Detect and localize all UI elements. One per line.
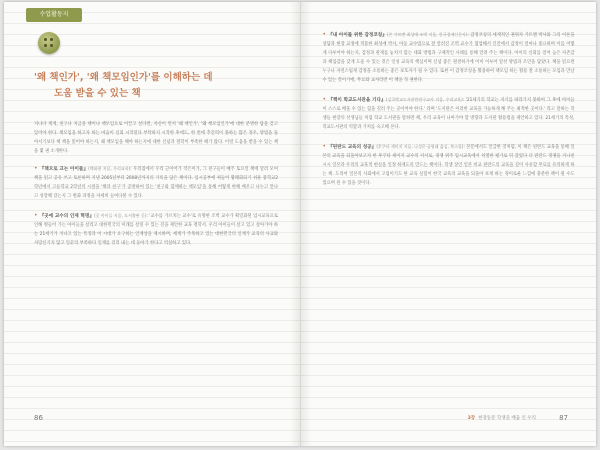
- intro-paragraph: 지나다 계계, 친구나 지금을 책이나 책모임으로 이끌고 싶다면, 자신이 먼저 '왜 책인가', '왜 책모임인가'에 대한 분명한 답을 갖고 있어야 한다. 책모임을 하고자 하는 마음이 신뢰 시작된다 부탁하지 시작한 후에도, 한 번에 추진력이 못하는 많은 경우, 방법을 돌아서기보다 책 책을 읽어야 하는지, 왜 책모임을 해야 하는지에 대한 신념과 철학이 부족한 때가 많다. 이럴 도움을 받을 수 있는 책을 몇 권 소개한다.: [34, 122, 278, 154]
- left-page: [4, 2, 301, 446]
- book-description: : '21세기의 학교는 자기를 따라가지 못하여 그 후에 아이들이 스스로 배울 수 있는 힘을 길러 주는 곳이어야 한다.' 라며 '도서관은 이러한 교육을 가능하게 해 주는 최적한 곳이다.' 라고 말하는 학생들 현장의 선생님들 처럼 학교 도서관을 말하면 책, 우리 교육이 나아가야 할 방향과 도서관 활용법을 제안하고 있다. 21세기의 특성, 학교도서관의 역할과 가치를 숙고해 본다.: [322, 98, 575, 130]
- book-title: 『내 아이를 위한 감정코칭』: [328, 33, 387, 38]
- chapter-label: 3장: [467, 416, 476, 421]
- book-entry: [323, 30, 575, 85]
- right-page: [301, 2, 597, 446]
- left-column: [34, 120, 278, 258]
- page-number: 87: [559, 414, 568, 422]
- button-icon: [38, 32, 60, 54]
- book-meta: (김곡박교도서관만연구교사 지음, 우리교육): [385, 97, 463, 102]
- book-meta: (백화현 지음, 우리교육): [88, 166, 131, 171]
- book-entry: [323, 142, 575, 188]
- bullet-icon: •: [322, 31, 327, 38]
- bullet-icon: •: [34, 212, 38, 219]
- book-title: 『곳에 교수의 인재 혁명』: [39, 214, 95, 219]
- book-meta: (곳 아이들 지음, 도서출판 곳): [94, 213, 147, 218]
- heading-line-1: '왜 책인가', '왜 책모임인가'를 이해하는 데: [34, 72, 213, 83]
- chapter-title: 현장동문 학생을 배움 인 우리: [478, 416, 536, 421]
- gutter-shadow: [290, 2, 300, 446]
- book-meta: (존 가트맨·최성애·조벽 지음, 한국경제신문사): [386, 32, 468, 37]
- bullet-icon: •: [322, 143, 327, 150]
- section-heading: [34, 70, 284, 102]
- book-title: 『핵이 학교도서관을 기다』: [328, 98, 386, 103]
- book-description: : 감정코칭의 세계적인 권위자 가트맨 박사와 그의 이론을 상담과 현장 교정에 적용한 최성애 박사, 아동 교수법으로 잘 알려진 조벽 교수가 협업해서 인간에서 감정이 얼마나 중요하며 이를 어떻게 다루어야 하는지, 감정과 관계를 놓치지 않는 대화 방법과 구체적인 사례를 통해 알려 주는 책이다. 아이의 신뢰를 얻어 높은 자존감과 책임감을 갖게 도울 수 있는 것은 인성 교육의 핵심이며 신념 좋은 원전하기에 이미 이루어 앞선 방법과 조언을 담았다. 책을 읽으면 누구나 자연스럽게 감정을 소통하는 좋은 보호자가 될 수 있다. 또한 이 감정코칭을 활용하여 책모임 하는 활용 잘 소통하는 모임과 만날 수 있는 것이기에, 무료와 교사라면 이 책을 꼭 권한다.: [322, 33, 575, 83]
- book-description: : 우리집에서 우리 근이어가 작은이가, 그 친구들이 매주 토요일 책에 달려 모여 책을 읽고 공유 쓰고 토론하며 지낸 2005년부터 2008년까지의 기록을 담은 책이다. 입시공부에 찌들어 황폐화되기 쉬운 중학교2학년에서 고등학교 2학년의 시절을 '책과 친구'가 공방하여 있는 '친구와 함께하는 책모임'을 통해 어떻게 한해 배우고 나누고 만나고 성장해 갔는지 그 변화 과정을 자세히 들여다볼 수 있다.: [34, 167, 278, 199]
- gutter-shadow: [301, 2, 311, 446]
- book-entry: [323, 95, 575, 132]
- right-column: [323, 30, 575, 198]
- book-title: 『핀란드 교육의 성공』: [328, 145, 377, 150]
- bullet-icon: •: [34, 165, 38, 172]
- book-description: : 본문에서도 언급한 것처럼, 이 책은 핀란드 교육을 통해 일본의 교육을 되돌아보고자 한 후쿠타 세이지 교수의 저서로, 경쟁 위주 입시교육에서 치열한 평가로 뒤 갔었다 더 핀란드 경쟁을 지나친 시시 일본과 우리의 교육적 현실을 일정 하게도록 만드는 책이다. 학생 상인 일본 비교 핀란드의 교육을 깊이 사유할 무료를 유의하게 하는 책. 도리어 일본의 사회에서 고립이기도 한 교육 실험이 한국 교육의 교육을 되돌아 보게 하는 경이로운 느낌에 충분한 책이 될 수도 있으며 된 수 있을 것이다.: [322, 145, 575, 186]
- book-spread: [4, 2, 596, 446]
- bullet-icon: •: [322, 96, 327, 103]
- section-tab: 수업활동지: [26, 8, 82, 22]
- page-number: 86: [34, 414, 43, 422]
- book-description: : '교수를 가르치는 교수'로 유명한 조벽 교수가 획일화된 입시교육으로 인해 병들어 가는 아이들을 살리고 대한민국의 미래를 살릴 수 있는 길을 제안한 교육 철학서. 우리 아이들이 살고 있고 살아가야 하는 21세기가 지나고 있는 특징과 이 시대가 요구하는 인재상을 제시하며, 세계가 주목하고 있는 대한민국의 인재가 교육의 사교와 사랑신기지 않고 일꾼의 부족하다 인재를 길러 내는 데 동아가 한다고 역설하고 있다.: [34, 214, 278, 246]
- heading-line-2: 도움 받을 수 있는 책: [54, 88, 141, 99]
- book-entry: [34, 211, 278, 248]
- book-meta: (후쿠타 세이지 지음, 나성은·공영태 옮김, 북스힐): [376, 144, 464, 149]
- running-head: [468, 415, 536, 421]
- book-title: 『책으로 크는 아이들』: [39, 167, 89, 172]
- book-entry: [34, 164, 278, 201]
